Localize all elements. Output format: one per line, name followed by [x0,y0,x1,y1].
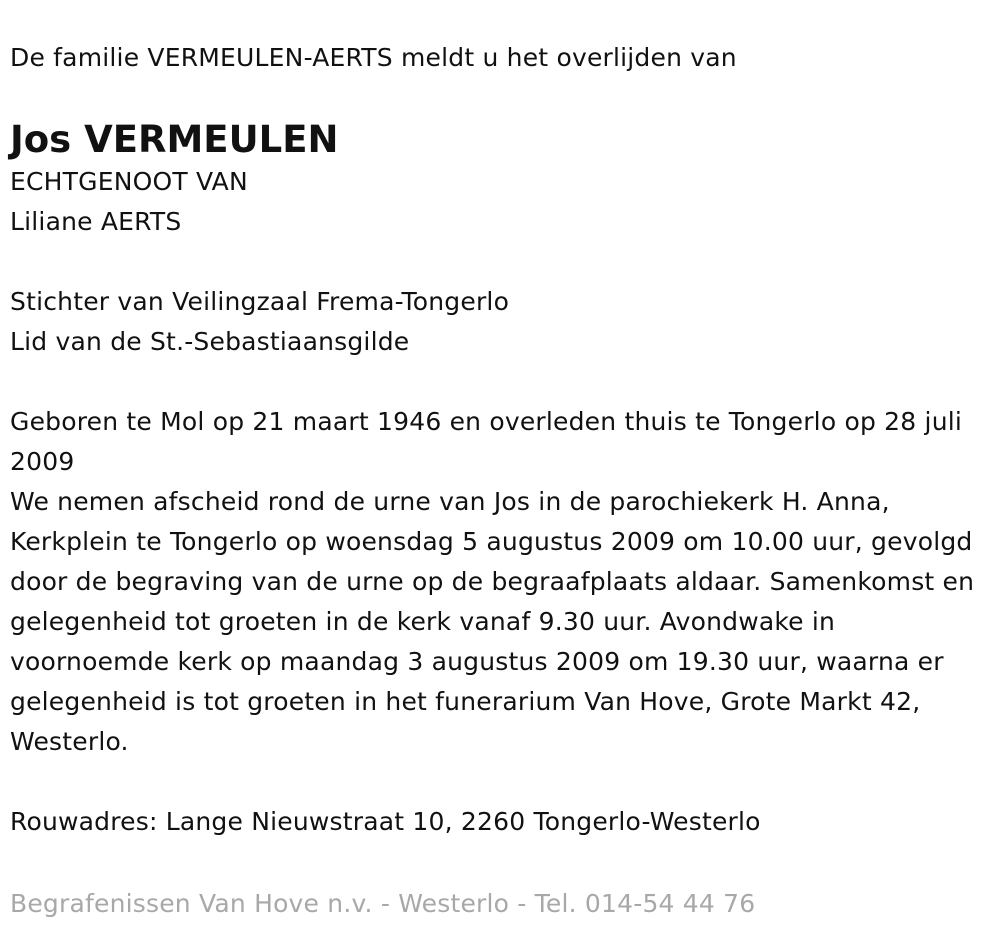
deceased-name: Jos VERMEULEN [10,118,339,161]
role-guild-member: Lid van de St.-Sebastiaansgilde [10,327,410,356]
mourning-address: Rouwadres: Lange Nieuwstraat 10, 2260 Tongerlo-Westerlo [10,807,761,836]
spacer [10,362,990,402]
relation-label: ECHTGENOOT VAN [10,167,248,196]
funeral-details: Geboren te Mol op 21 maart 1946 en overleden thuis te Tongerlo op 28 juli 2009 We nemen afscheid rond de urne van Jos in de parochiekerk H. Anna, Kerkplein te Tongerlo op woensdag 5 augustus 2009 om 10.00 uur, gevolgd door de begraving van de urne op de begraafplaats aldaar. Samenkomst en gelegenheid tot groeten in de kerk vanaf 9.30 uur. Avondwake in voornoemde kerk op maandag 3 augustus 2009 om 19.30 uur, waarna er gelegenheid is tot groeten in het funerarium Van Hove, Grote Markt 42, Westerlo. [10,407,975,756]
role-founder: Stichter van Veilingzaal Frema-Tongerlo [10,287,510,316]
intro-text: De familie VERMEULEN-AERTS meldt u het overlijden van [10,43,737,72]
funeral-home-footer: Begrafenissen Van Hove n.v. - Westerlo - Tel. 014-54 44 76 [10,889,756,918]
spacer [10,762,990,802]
spouse-name: Liliane AERTS [10,207,182,236]
spacer [10,242,990,282]
